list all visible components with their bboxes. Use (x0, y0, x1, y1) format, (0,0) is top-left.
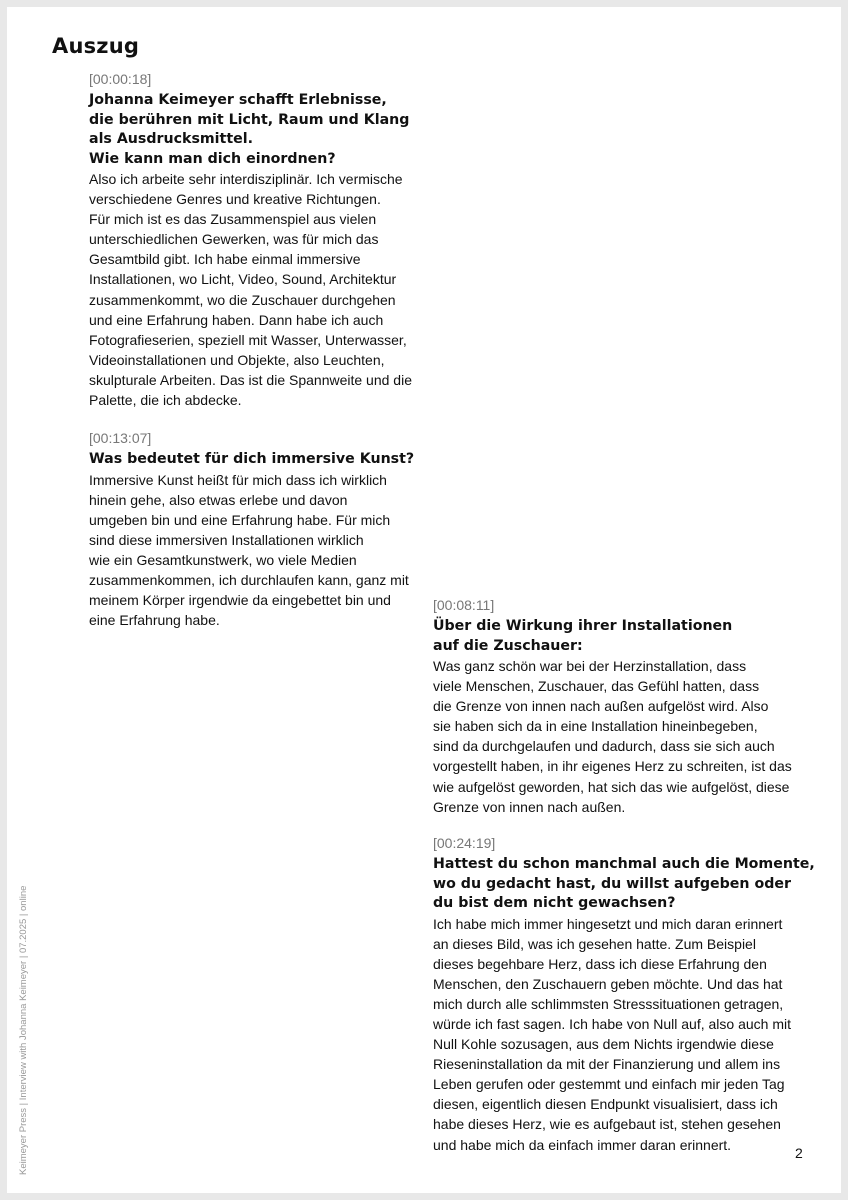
answer-line: sind da durchgelaufen und dadurch, dass sie sich auch (433, 738, 775, 755)
answer-line: diesen, eigentlich diesen Endpunkt visualisiert, dass ich (433, 1096, 778, 1113)
answer-line: Menschen, den Zuschauern geben möchte. Und das hat (433, 975, 783, 992)
question-line: als Ausdrucksmittel. (89, 131, 253, 147)
question-line: Hattest du schon manchmal auch die Momente, (433, 856, 815, 872)
question-line: Über die Wirkung ihrer Installationen (433, 618, 733, 634)
question-line: Wie kann man dich einordnen? (89, 150, 336, 167)
answer-line: und habe mich da einfach immer daran erinnert. (433, 1136, 732, 1153)
question-line: Johanna Keimeyer schafft Erlebnisse, (89, 92, 387, 108)
interview-section (89, 429, 419, 630)
answer-line: umgeben bin und eine Erfahrung habe. Für mich (89, 511, 391, 528)
answer-line: eine Erfahrung habe. (89, 612, 220, 629)
interview-section (433, 834, 813, 1155)
answer-line: Grenze von innen nach außen. (433, 798, 626, 815)
question (433, 855, 813, 914)
timestamp: [00:00:18] (89, 71, 152, 87)
answer-line: zusammenkommen, ich durchlaufen kann, ganz mit (89, 571, 409, 588)
answer-line: wie ein Gesamtkunstwerk, wo viele Medien (89, 551, 357, 568)
answer-line: Installationen, wo Licht, Video, Sound, Architektur (89, 271, 397, 288)
answer-line: mich durch alle schlimmsten Stresssituationen getragen, (433, 995, 784, 1012)
answer (433, 914, 813, 1155)
answer (89, 470, 419, 631)
answer-line: sie haben sich da in eine Installation hineinbegeben, (433, 718, 758, 735)
answer-line: Gesamtbild gibt. Ich habe einmal immersive (89, 251, 361, 268)
question-line: du bist dem nicht gewachsen? (433, 895, 676, 911)
answer-line: an dieses Bild, was ich gesehen hatte. Zum Beispiel (433, 935, 756, 952)
sidebar-credit: Keimeyer Press | Interview with Johanna Keimeyer | 07.2025 | online (18, 885, 29, 1175)
question-line: wo du gedacht hast, du willst aufgeben oder (433, 875, 791, 892)
answer-line: unterschiedlichen Gewerken, was für mich das (89, 231, 379, 248)
interview-section (89, 70, 419, 410)
answer-line: wie aufgelöst geworden, hat sich das wie aufgelöst, diese (433, 778, 790, 795)
interview-section (433, 596, 813, 817)
question-line: auf die Zuschauer: (433, 637, 583, 654)
answer-line: würde ich fast sagen. Ich habe von Null auf, also auch mit (433, 1015, 791, 1032)
question-line: die berühren mit Licht, Raum und Klang (89, 111, 410, 128)
document-page (7, 7, 841, 1193)
answer (89, 169, 419, 410)
answer-line: dieses begehbare Herz, dass ich diese Erfahrung den (433, 955, 767, 972)
answer-line: Fotografieserien, speziell mit Wasser, Unterwasser, (89, 331, 407, 348)
answer-line: vorgestellt haben, in ihr eigenes Herz zu schreiten, ist das (433, 758, 792, 775)
answer-line: Immersive Kunst heißt für mich dass ich wirklich (89, 471, 387, 488)
answer-line: zusammenkommt, wo die Zuschauer durchgehen (89, 291, 396, 308)
answer-line: Videoinstallationen und Objekte, also Leuchten, (89, 351, 385, 368)
answer-line: Was ganz schön war bei der Herzinstallation, dass (433, 658, 747, 674)
answer-line: Also ich arbeite sehr interdisziplinär. Ich vermische (89, 171, 403, 187)
answer-line: Ich habe mich immer hingesetzt und mich daran erinnert (433, 915, 783, 932)
page-number: 2 (795, 1145, 803, 1161)
answer-line: viele Menschen, Zuschauer, das Gefühl hatten, dass (433, 678, 760, 695)
answer-line: Leben gerufen oder gestemmt und einfach mir jeden Tag (433, 1076, 785, 1093)
answer-line: Palette, die ich abdecke. (89, 392, 242, 409)
answer-line: verschiedene Genres und kreative Richtungen. (89, 191, 381, 208)
answer-line: sind diese immersiven Installationen wirklich (89, 531, 364, 548)
answer-line: hinein gehe, also etwas erlebe und davon (89, 491, 348, 508)
question (89, 91, 419, 169)
question-line: Was bedeutet für dich immersive Kunst? (89, 451, 415, 467)
answer-line: meinem Körper irgendwie da eingebettet bin und (89, 592, 391, 609)
answer-line: habe dieses Herz, wie es aufgebaut ist, stehen gesehen (433, 1116, 781, 1133)
answer-line: Für mich ist es das Zusammenspiel aus vielen (89, 211, 377, 228)
answer-line: die Grenze von innen nach außen aufgelöst wird. Also (433, 698, 769, 715)
question (433, 617, 813, 656)
answer-line: und eine Erfahrung haben. Dann habe ich auch (89, 311, 384, 328)
timestamp: [00:13:07] (89, 430, 152, 446)
answer-line: Rieseninstallation da mit der Finanzierung und allem ins (433, 1056, 781, 1073)
question (89, 450, 419, 470)
answer (433, 656, 813, 817)
answer-line: Null Kohle sozusagen, aus dem Nichts irgendwie diese (433, 1036, 774, 1053)
timestamp: [00:08:11] (433, 597, 495, 613)
answer-line: skulpturale Arbeiten. Das ist die Spannweite und die (89, 371, 412, 388)
timestamp: [00:24:19] (433, 835, 496, 851)
page-title: Auszug (52, 34, 140, 58)
